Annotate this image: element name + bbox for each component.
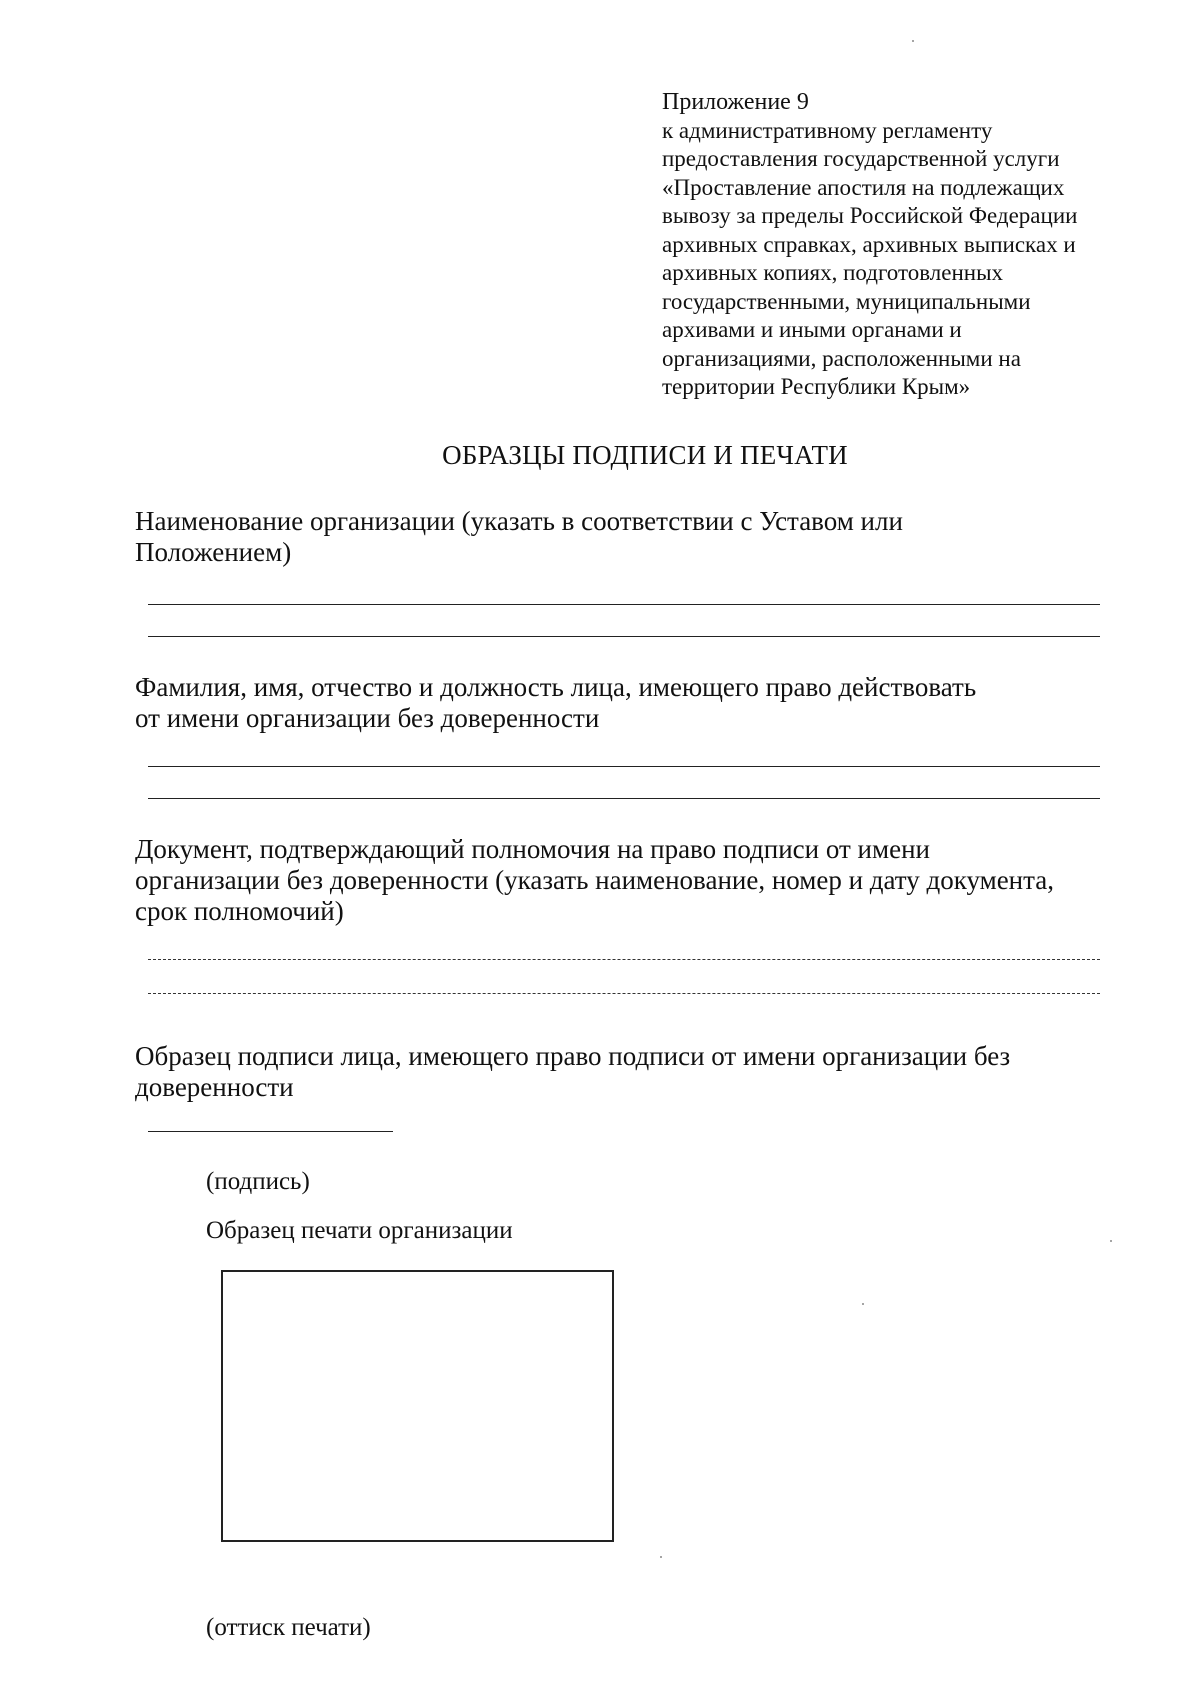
org-name-field-line-2[interactable] <box>148 636 1100 637</box>
stamp-box[interactable] <box>221 1270 614 1542</box>
document-label-line: организации без доверенности (указать наименование, номер и дату документа, <box>135 865 1054 895</box>
person-field-line-2[interactable] <box>148 798 1100 799</box>
appendix-line: архивных копиях, подготовленных <box>662 260 1004 285</box>
org-name-label-line: Наименование организации (указать в соответствии с Уставом или <box>135 506 903 536</box>
appendix-line: архивами и иными органами и <box>662 317 962 342</box>
org-name-field-line-1[interactable] <box>148 604 1100 605</box>
appendix-line: организациями, расположенными на <box>662 345 1021 371</box>
document-field-line-1[interactable] <box>148 959 1100 960</box>
person-field-line-1[interactable] <box>148 766 1100 767</box>
appendix-line: государственными, муниципальными <box>662 288 1031 314</box>
signature-sample-label <box>135 1041 1010 1103</box>
scan-speck <box>660 1556 662 1558</box>
stamp-caption: (оттиск печати) <box>206 1614 371 1641</box>
signature-sample-label-line: доверенности <box>135 1072 294 1102</box>
scan-speck <box>862 1303 864 1305</box>
scan-speck <box>912 40 914 42</box>
appendix-line: вывозу за пределы Российской Федерации <box>662 203 1078 228</box>
signature-caption: (подпись) <box>206 1168 310 1195</box>
appendix-line: территории Республики Крым» <box>662 374 971 399</box>
appendix-line: предоставления государственной услуги <box>662 146 1060 171</box>
stamp-label: Образец печати организации <box>206 1217 513 1244</box>
document-label-line: срок полномочий) <box>135 896 344 926</box>
document-label-line: Документ, подтверждающий полномочия на право подписи от имени <box>135 834 930 864</box>
appendix-line: к административному регламенту <box>662 117 993 143</box>
document-field-line-2[interactable] <box>148 993 1100 994</box>
org-name-label-line: Положением) <box>135 537 292 567</box>
person-label <box>135 672 976 734</box>
signature-field-line[interactable] <box>148 1131 393 1132</box>
signature-sample-label-line: Образец подписи лица, имеющего право подписи от имени организации без <box>135 1041 1011 1071</box>
org-name-label <box>135 506 903 568</box>
appendix-line: «Проставление апостиля на подлежащих <box>662 174 1065 200</box>
appendix-line: Приложение 9 <box>662 89 809 115</box>
appendix-line: архивных справках, архивных выписках и <box>662 231 1076 257</box>
document-label <box>135 834 1054 927</box>
person-label-line: Фамилия, имя, отчество и должность лица, имеющего право действовать <box>135 672 977 702</box>
appendix-header <box>662 88 1132 402</box>
person-label-line: от имени организации без доверенности <box>135 703 600 733</box>
document-title: ОБРАЗЦЫ ПОДПИСИ И ПЕЧАТИ <box>442 440 848 470</box>
scan-speck <box>1110 1240 1112 1242</box>
